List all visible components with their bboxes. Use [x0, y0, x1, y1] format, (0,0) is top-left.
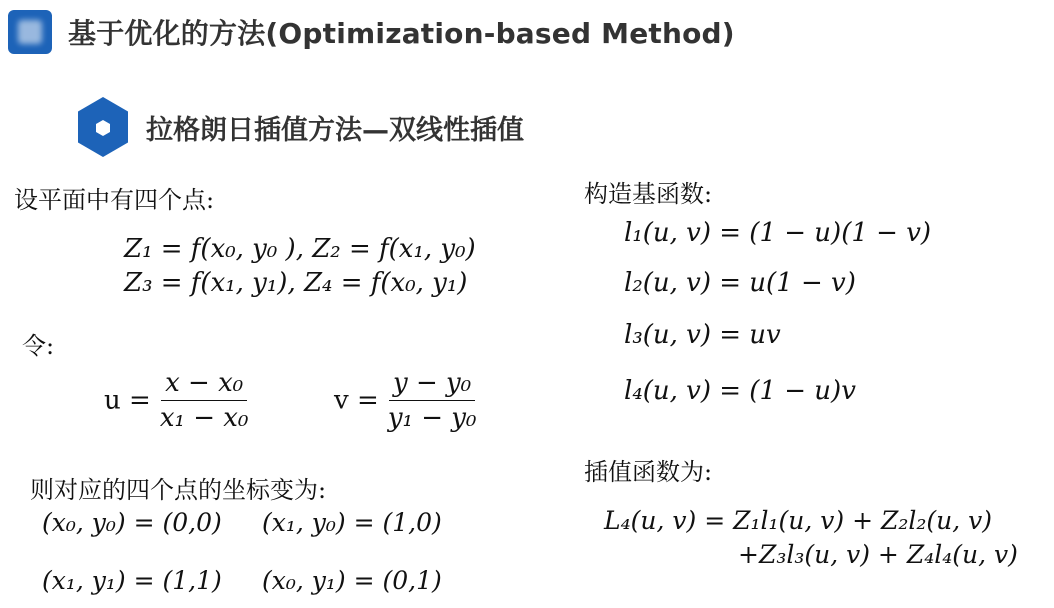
v-definition — [334, 368, 480, 433]
v-fraction — [384, 368, 481, 433]
v-numerator: y − y₀ — [389, 368, 475, 401]
v-denominator: y₁ − y₀ — [387, 403, 477, 433]
coord-point-3: (x₁, y₁) = (1,1) — [42, 566, 222, 595]
basis-l1: l₁(u, v) = (1 − u)(1 − v) — [624, 218, 932, 248]
hexagon-bullet-icon — [76, 96, 130, 158]
points-equation-1: Z₁ = f(x₀, y₀ ), Z₂ = f(x₁, y₀) — [124, 234, 476, 264]
coord-point-2: (x₁, y₀) = (1,0) — [262, 508, 442, 537]
section-subtitle: 拉格朗日插值方法—双线性插值 — [146, 115, 524, 146]
coord-point-4: (x₀, y₁) = (0,1) — [262, 566, 442, 595]
basis-l2: l₂(u, v) = u(1 − v) — [624, 268, 856, 298]
interp-line-2: +Z₃l₃(u, v) + Z₄l₄(u, v) — [738, 540, 1018, 569]
u-numerator: x − x₀ — [161, 368, 247, 401]
logo-icon — [8, 10, 52, 54]
v-lhs: v = — [334, 385, 379, 416]
u-definition — [104, 368, 252, 433]
basis-l4: l₄(u, v) = (1 − u)v — [624, 376, 856, 406]
coord-point-1: (x₀, y₀) = (0,0) — [42, 508, 222, 537]
basis-l3: l₃(u, v) = uv — [624, 320, 781, 350]
interp-line-1: L₄(u, v) = Z₁l₁(u, v) + Z₂l₂(u, v) — [604, 506, 993, 535]
points-equation-2: Z₃ = f(x₁, y₁), Z₄ = f(x₀, y₁) — [124, 268, 468, 298]
u-lhs: u = — [104, 385, 151, 416]
u-fraction — [156, 368, 253, 433]
basis-label: 构造基函数: — [584, 180, 713, 208]
interp-label: 插值函数为: — [584, 458, 713, 486]
u-denominator: x₁ − x₀ — [159, 403, 249, 433]
let-label: 令: — [22, 332, 55, 360]
coords-label: 则对应的四个点的坐标变为: — [30, 476, 327, 504]
page-title: 基于优化的方法(Optimization-based Method) — [68, 17, 735, 50]
intro-text: 设平面中有四个点: — [14, 186, 215, 214]
